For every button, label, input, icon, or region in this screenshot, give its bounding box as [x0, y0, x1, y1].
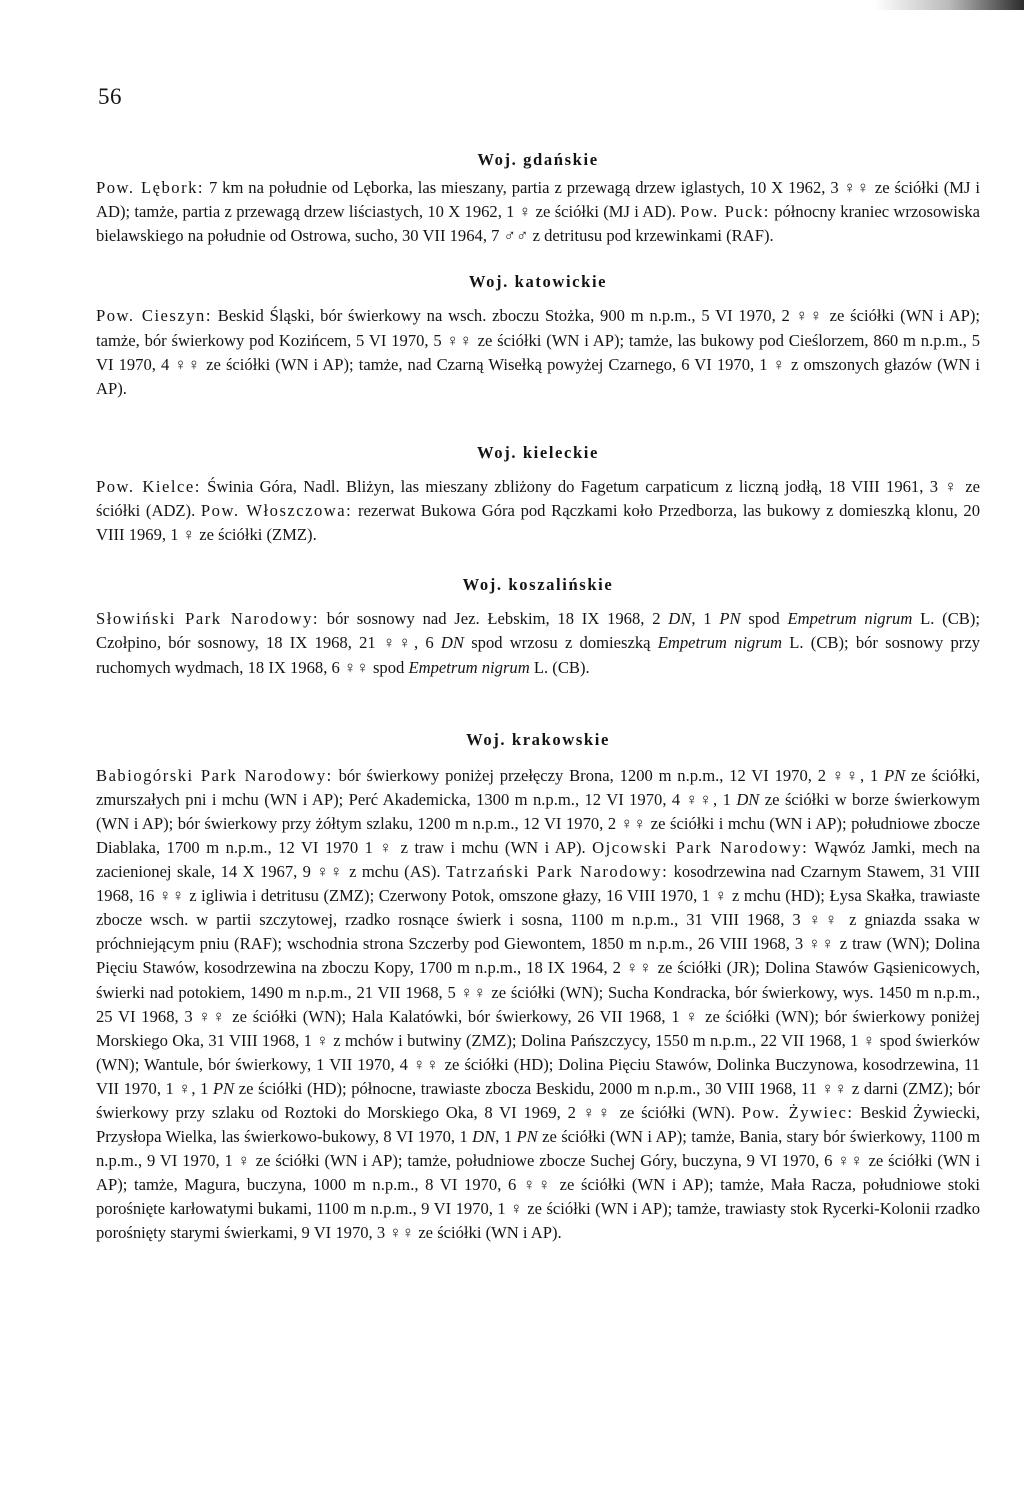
- section-paragraph: [96, 764, 980, 1246]
- italic-term: PN: [719, 609, 741, 629]
- locality-name: Babiogórski Park Narodowy:: [96, 765, 333, 785]
- scan-edge-smudge: [874, 0, 1024, 10]
- locality-name: Ojcowski Park Narodowy:: [592, 837, 809, 857]
- text-run: bór świerkowy poniżej przełęczy Brona, 1200 m n.p.m., 12 VI 1970, 2 ♀♀, 1: [332, 765, 885, 785]
- section-krakowskie: [96, 728, 980, 1246]
- section-koszalinskie: [96, 573, 980, 679]
- italic-term: DN: [440, 633, 464, 653]
- section-paragraph: [96, 176, 980, 248]
- text-run: Świnia Góra, Nadl. Bliżyn, las mieszany zbliżony do Fagetum carpaticum z liczną jodłą, 18 VIII 1961, 3 ♀ ze ściółki (ADZ).: [96, 476, 980, 521]
- section-heading: Woj. krakowskie: [466, 729, 610, 749]
- text-run: L. (CB).: [529, 657, 590, 677]
- text-run: , 1: [691, 609, 720, 629]
- text-run: , 1: [495, 1127, 517, 1147]
- italic-term: PN: [516, 1127, 538, 1147]
- text-run: spod wrzosu z domieszką: [463, 633, 658, 653]
- italic-term: Empetrum nigrum: [787, 609, 913, 629]
- text-run: spod: [740, 609, 788, 629]
- text-run: kosodrzewina nad Czarnym Stawem, 31 VIII 1968, 16 ♀♀ z igliwia i detritusu (ZMZ); Czerwony Potok, omszone głazy, 16 VIII 1970, 1 ♀ z mchu (HD); Łysa Skałka, trawiaste zbocze wsch. w partii szczytowej, rzadko rosnące świerk i sosna, 1100 m n.p.m., 31 VIII 1968, 3 ♀♀ z gniazda ssaka w próchniejącym pniu (RAF); wschodnia strona Szczerby pod Giewontem, 1850 m n.p.m., 26 VIII 1968, 3 ♀♀ z traw (WN); Dolina Pięciu Stawów, kosodrzewina na zboczu Kopy, 1700 m n.p.m., 18 IX 1964, 2 ♀♀ ze ściółki (JR); Dolina Stawów Gąsienicowych, świerki nad potokiem, 1490 m n.p.m., 21 VII 1968, 5 ♀♀ ze ściółki (WN); Sucha Kondracka, bór świerkowy, wys. 1450 m n.p.m., 25 VI 1968, 3 ♀♀ ze ściółki (WN); Hala Kalatówki, bór świerkowy, 26 VII 1968, 1 ♀ ze ściółki (WN); bór świerkowy poniżej Morskiego Oka, 31 VIII 1968, 1 ♀ z mchów i butwiny (ZMZ); Dolina Pańszczycy, 1550 m n.p.m., 22 VII 1968, 1 ♀ spod świerków (WN); Wantule, bór świerkowy, 1 VII 1970, 4 ♀♀ ze ściółki (HD); Dolina Pięciu Stawów, Dolinka Buczynowa, kosodrzewina, 11 VII 1970, 1 ♀, 1: [96, 862, 980, 1098]
- text-run: L. (CB); bór sosnowy przy ruchomych wydmach, 18 IX 1968, 6 ♀♀ spod: [96, 633, 980, 677]
- section-paragraph: [96, 475, 980, 547]
- text-run: północny kraniec wrzosowiska bielawskiego na południe od Ostrowa, sucho, 30 VII 1964, 7 ♂♂ z detritusu pod krzewinkami (RAF).: [96, 202, 981, 246]
- locality-name: Tatrzański Park Narodowy:: [445, 862, 669, 882]
- text-run: bór sosnowy nad Jez. Łebskim, 18 IX 1968, 2: [319, 609, 669, 629]
- italic-term: Empetrum nigrum: [408, 657, 530, 677]
- section-heading: Woj. koszalińskie: [462, 575, 614, 595]
- locality-name: Pow. Cieszyn:: [96, 306, 212, 326]
- section-paragraph: [96, 607, 980, 679]
- italic-term: DN: [472, 1127, 496, 1147]
- locality-name: Pow. Żywiec:: [741, 1103, 854, 1122]
- text-run: Beskid Żywiecki, Przysłopa Wielka, las świerkowo-bukowy, 8 VI 1970, 1: [96, 1103, 980, 1147]
- locality-name: Słowiński Park Narodowy:: [96, 609, 320, 629]
- locality-name: Pow. Puck:: [680, 202, 770, 222]
- italic-term: DN: [668, 609, 692, 629]
- italic-term: DN: [736, 789, 760, 809]
- locality-name: Pow. Kielce:: [96, 476, 201, 496]
- section-paragraph: [96, 304, 980, 400]
- italic-term: Empetrum nigrum: [657, 633, 783, 653]
- section-kieleckie: [96, 441, 980, 547]
- text-run: Wąwóz Jamki, mech na zacienionej skale, 14 X 1967, 9 ♀♀ z mchu (AS).: [96, 837, 980, 882]
- text-run: ze ściółki (HD); północne, trawiaste zbocza Beskidu, 2000 m n.p.m., 30 VIII 1968, 11 ♀♀ z darni (ZMZ); bór świerkowy przy szlaku od Roztoki do Morskiego Oka, 8 VI 1969, 2 ♀♀ ze ściółki (WN).: [96, 1078, 980, 1122]
- text-run: ze ściółki (WN i AP); tamże, Bania, stary bór świerkowy, 1100 m n.p.m., 9 VI 1970, 1 ♀ ze ściółki (WN i AP); tamże, południowe zbocze Suchej Góry, buczyna, 9 VI 1970, 6 ♀♀ ze ściółki (WN i AP); tamże, Magura, buczyna, 1000 m n.p.m., 8 VI 1970, 6 ♀♀ ze ściółki (WN i AP); tamże, Mała Racza, południowe stoki porośnięte karłowatymi bukami, 1100 m n.p.m., 9 VI 1970, 1 ♀ ze ściółki (WN i AP); tamże, trawiasty stok Rycerki-Kolonii rzadko porośnięty starymi świerkami, 9 VI 1970, 3 ♀♀ ze ściółki (WN i AP).: [96, 1127, 980, 1243]
- text-run: ze ściółki, zmurszałych pni i mchu (WN i AP); Perć Akademicka, 1300 m n.p.m., 12 VI 1970, 4 ♀♀, 1: [96, 765, 980, 809]
- page-body: [96, 148, 980, 1246]
- locality-name: Pow. Włoszczowa:: [200, 501, 353, 521]
- italic-term: PN: [212, 1078, 235, 1098]
- text-run: rezerwat Bukowa Góra pod Rączkami koło Przedborza, las bukowy z domieszką klonu, 20 VIII 1969, 1 ♀ ze ściółki (ZMZ).: [96, 501, 980, 545]
- text-run: 7 km na południe od Lęborka, las mieszany, partia z przewagą drzew iglastych, 10 X 1962, 3 ♀♀ ze ściółki (MJ i AD); tamże, partia z przewagą drzew liściastych, 10 X 1962, 1 ♀ ze ściółki (MJ i AD).: [96, 178, 980, 222]
- italic-term: PN: [884, 765, 906, 785]
- section-gdanskie: [96, 148, 980, 248]
- locality-name: Pow. Lębork:: [96, 178, 205, 198]
- page-number: 56: [98, 84, 122, 109]
- section-katowickie: [96, 270, 980, 400]
- section-heading: Woj. gdańskie: [477, 150, 599, 169]
- text-run: Beskid Śląski, bór świerkowy na wsch. zboczu Stożka, 900 m n.p.m., 5 VI 1970, 2 ♀♀ ze ściółki (WN i AP); tamże, bór świerkowy pod Kozińcem, 5 VI 1970, 5 ♀♀ ze ściółki (WN i AP); tamże, las bukowy pod Cieślorzem, 860 m n.p.m., 5 VI 1970, 4 ♀♀ ze ściółki (WN i AP); tamże, nad Czarną Wisełką powyżej Czarnego, 6 VI 1970, 1 ♀ z omszonych głazów (WN i AP).: [96, 306, 980, 398]
- section-heading: Woj. kieleckie: [477, 442, 599, 462]
- text-run: ze ściółki w borze świerkowym (WN i AP); bór świerkowy przy żółtym szlaku, 1200 m n.p.m., 12 VI 1970, 2 ♀♀ ze ściółki i mchu (WN i AP); południowe zbocze Diablaka, 1700 m n.p.m., 12 VI 1970 1 ♀ z traw i mchu (WN i AP).: [96, 789, 980, 857]
- section-heading: Woj. katowickie: [468, 272, 608, 292]
- text-run: L. (CB); Czołpino, bór sosnowy, 18 IX 1968, 21 ♀♀, 6: [96, 609, 980, 653]
